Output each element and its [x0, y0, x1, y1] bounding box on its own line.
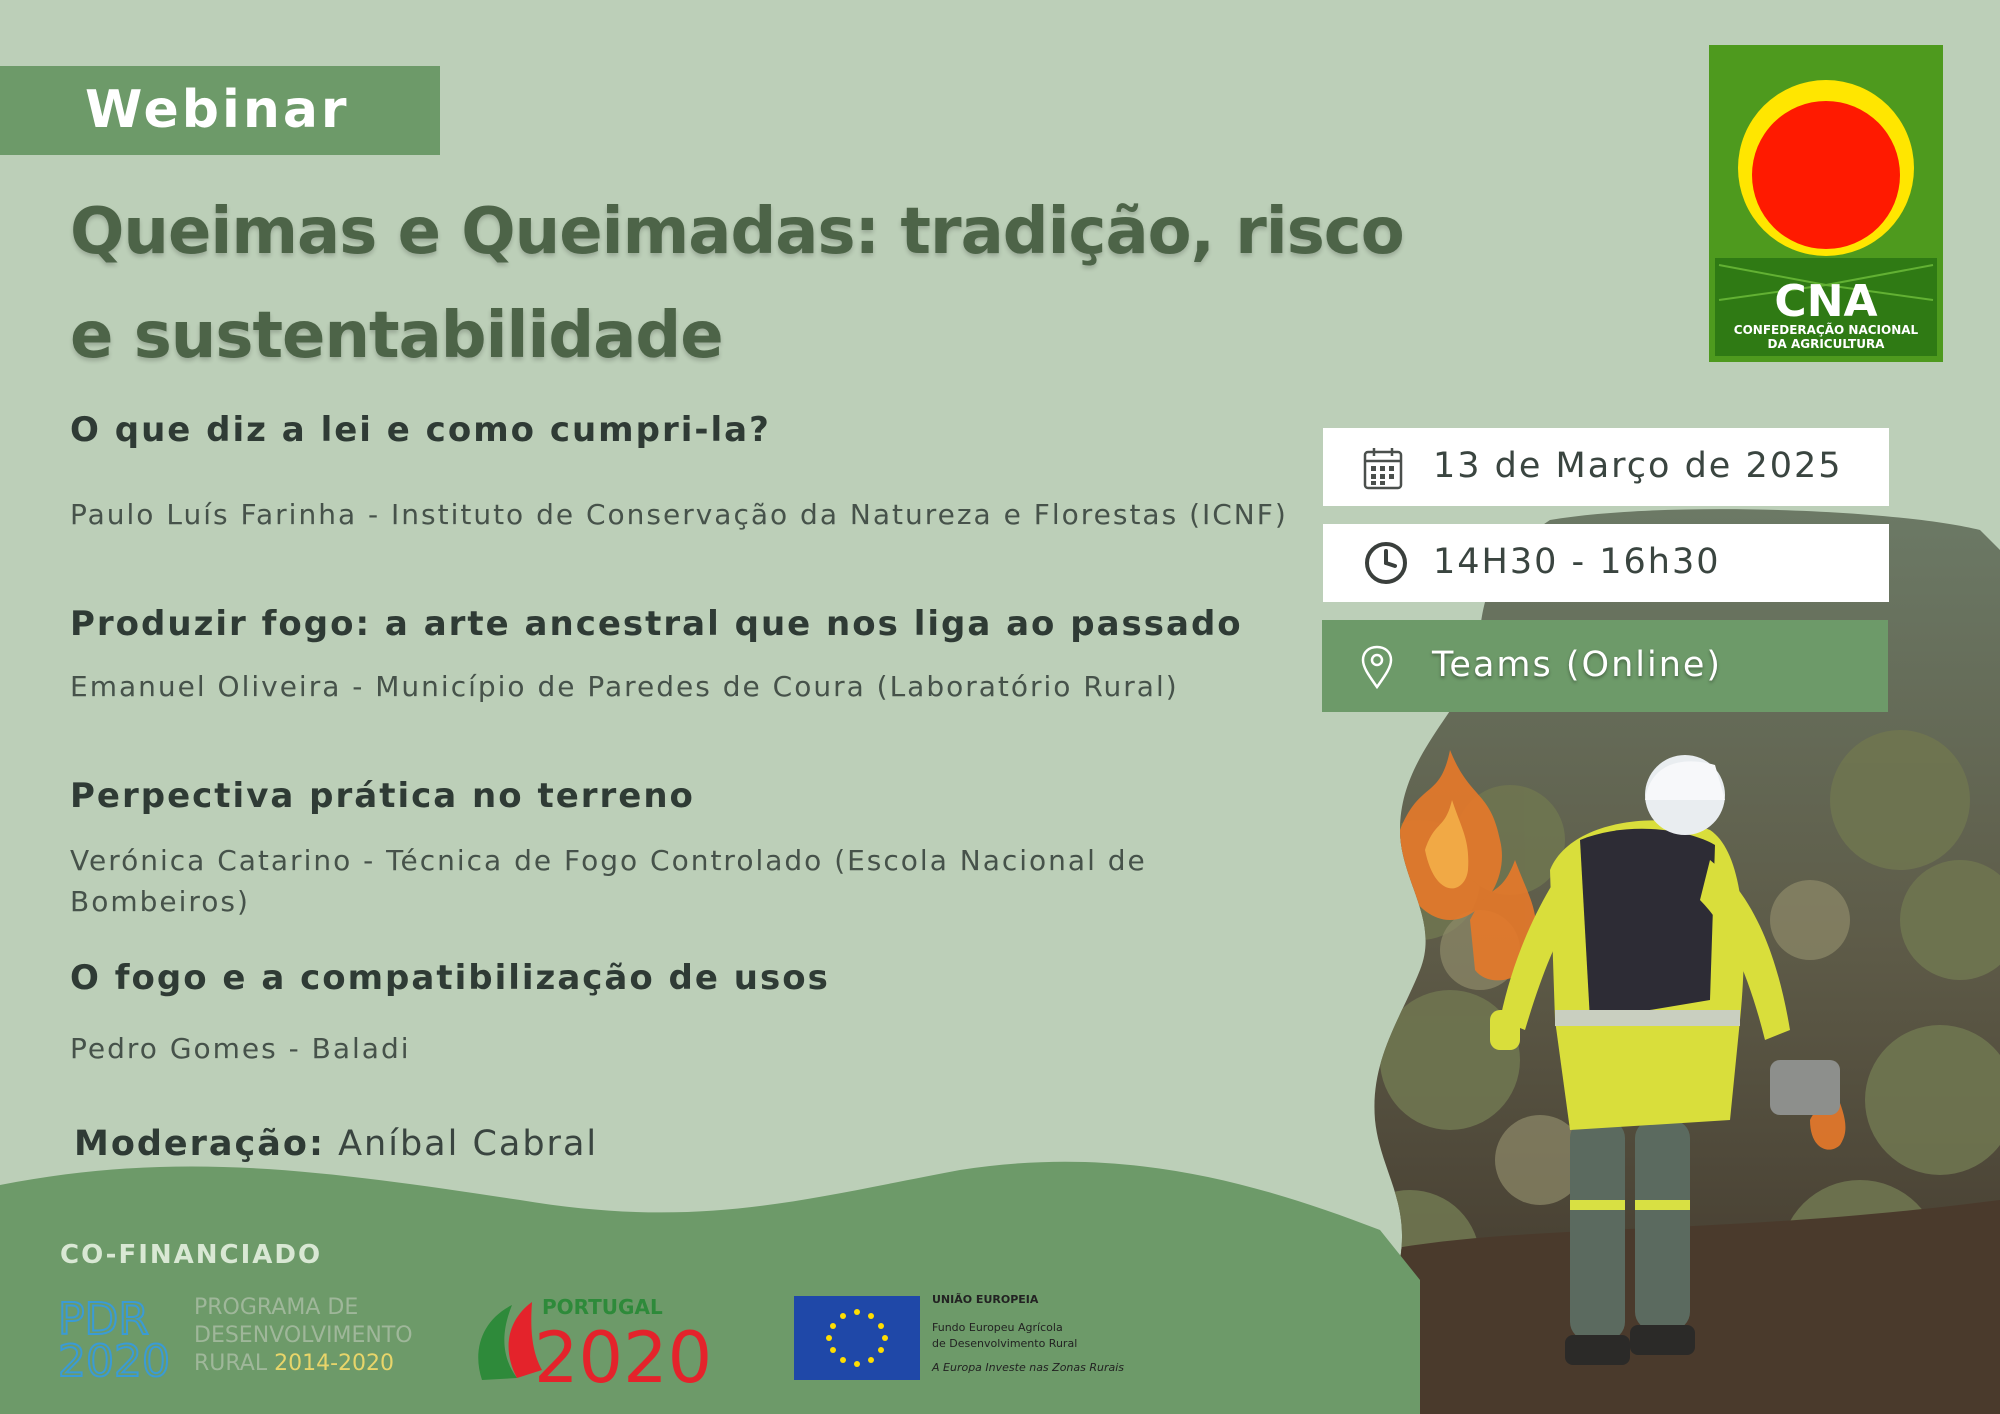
moderation-label: Moderação: — [74, 1124, 325, 1164]
location-box — [1322, 620, 1888, 712]
portugal2020-logo — [472, 1290, 752, 1390]
event-time: 14H30 - 16h30 — [1433, 542, 1721, 582]
eu-flag — [794, 1296, 920, 1380]
pdr-mark — [58, 1294, 178, 1378]
session-1-title: O que diz a lei e como cumpri-la? — [70, 410, 771, 450]
pdr2020-logo — [58, 1294, 428, 1378]
session-4-title: O fogo e a compatibilização de usos — [70, 958, 830, 998]
cna-logo — [1709, 45, 1943, 362]
time-box — [1323, 524, 1889, 602]
svg-text:2020: 2020 — [58, 1336, 170, 1378]
cna-emblem — [1709, 45, 1943, 362]
clock-icon — [1363, 540, 1409, 586]
eu-text: UNIÃO EUROPEIA Fundo Europeu Agrícola de Desenvolvimento Rural A Europa Investe nas Zonas Rurais — [932, 1293, 1125, 1374]
eu-logo — [794, 1292, 1134, 1382]
svg-text:PORTUGAL: PORTUGAL — [542, 1295, 663, 1319]
session-4-speaker: Pedro Gomes - Baladi — [70, 1032, 411, 1065]
webinar-badge — [0, 66, 440, 155]
session-2-title: Produzir fogo: a arte ancestral que nos liga ao passado — [70, 604, 1243, 644]
cna-acronym: CNA — [1774, 276, 1878, 327]
svg-text:2020: 2020 — [534, 1317, 713, 1390]
session-1-speaker: Paulo Luís Farinha - Instituto de Conservação da Natureza e Florestas (ICNF) — [70, 498, 1288, 531]
moderation — [74, 1124, 598, 1164]
calendar-icon — [1363, 446, 1403, 490]
session-3-speaker: Verónica Catarino - Técnica de Fogo Controlado (Escola Nacional de Bombeiros) — [70, 844, 1147, 918]
portugal2020-mark — [472, 1290, 752, 1390]
moderator-name: Aníbal Cabral — [338, 1124, 599, 1164]
event-location: Teams (Online) — [1432, 645, 1723, 685]
cofinanced-label: CO-FINANCIADO — [60, 1240, 323, 1270]
page-title: Queimas e Queimadas: tradição, risco e sustentabilidade — [70, 195, 1404, 373]
date-box — [1323, 428, 1889, 506]
map-pin-icon — [1360, 644, 1394, 690]
cna-line1: CONFEDERAÇÃO NACIONAL — [1733, 323, 1919, 337]
webinar-label: Webinar — [85, 80, 350, 140]
session-3-title: Perpectiva prática no terreno — [70, 776, 695, 816]
cna-line2: DA AGRICULTURA — [1767, 337, 1885, 351]
pdr-text: PROGRAMA DE DESENVOLVIMENTO RURAL 2014-2020 — [194, 1295, 413, 1376]
svg-text:PDR: PDR — [58, 1294, 149, 1345]
session-2-speaker: Emanuel Oliveira - Município de Paredes de Coura (Laboratório Rural) — [70, 670, 1179, 703]
event-date: 13 de Março de 2025 — [1433, 446, 1843, 486]
